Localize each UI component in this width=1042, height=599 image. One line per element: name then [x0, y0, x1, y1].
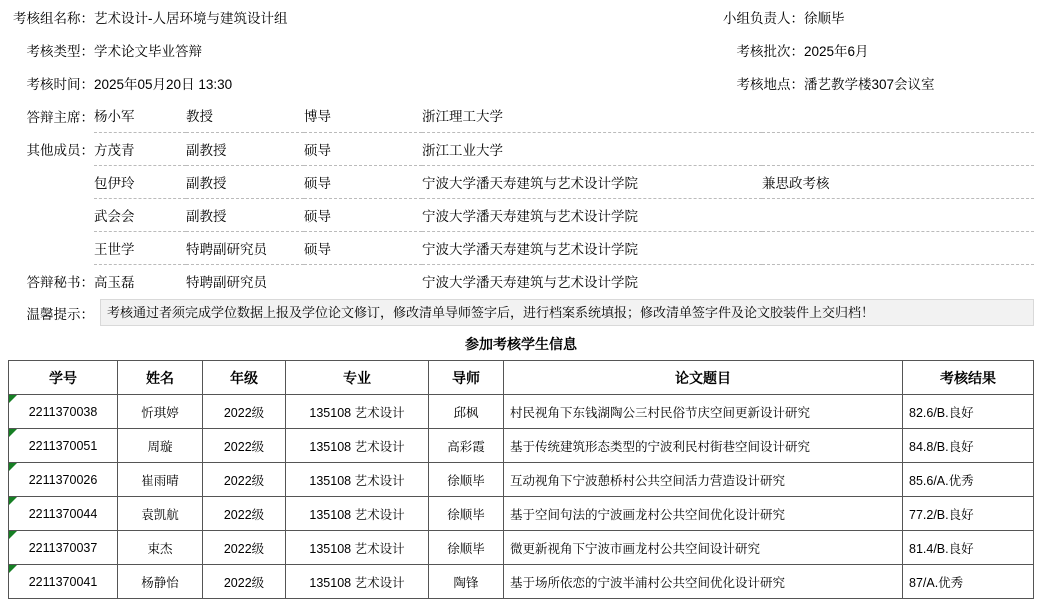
students-section-title: 参加考核学生信息: [465, 336, 577, 352]
member-label-spacer: [8, 165, 94, 198]
member-label-spacer: [8, 231, 94, 264]
table-row[interactable]: [9, 565, 1034, 599]
cell-id: 2211370044: [9, 497, 118, 531]
panel-row-member: [8, 231, 1034, 264]
cell-name: 忻琪婷: [118, 395, 203, 429]
group-label: 考核组名称：: [13, 10, 94, 26]
cell-tutor: 陶锋: [429, 565, 504, 599]
panel-row-chair: [8, 99, 1034, 132]
cell-id: 2211370026: [9, 463, 118, 497]
group-value: 艺术设计-人居环境与建筑设计组: [94, 10, 288, 26]
info-row-group: [8, 0, 1034, 33]
table-row[interactable]: [9, 395, 1034, 429]
leader-value: 徐顺毕: [804, 10, 845, 26]
secretary-role: [304, 264, 422, 297]
cell-result: 85.6/A.优秀: [903, 463, 1034, 497]
table-row[interactable]: [9, 497, 1034, 531]
member-name: 方茂青: [94, 132, 186, 165]
member-org: 宁波大学潘天寿建筑与艺术设计学院: [422, 198, 762, 231]
table-header-row: [9, 361, 1034, 395]
cell-title: 基于空间句法的宁波画龙村公共空间优化设计研究: [504, 497, 903, 531]
cell-grade: 2022级: [203, 429, 286, 463]
flag-icon: [9, 565, 17, 573]
cell-title: 微更新视角下宁波市画龙村公共空间设计研究: [504, 531, 903, 565]
cell-result: 81.4/B.良好: [903, 531, 1034, 565]
cell-result: 82.6/B.良好: [903, 395, 1034, 429]
place-label: 考核地点：: [736, 76, 804, 92]
flag-icon: [9, 531, 17, 539]
info-row-time: [8, 66, 1034, 99]
cell-major: 135108 艺术设计: [286, 497, 429, 531]
col-header-name: 姓名: [118, 361, 203, 395]
cell-title: 互动视角下宁波憩桥村公共空间活力营造设计研究: [504, 463, 903, 497]
cell-grade: 2022级: [203, 497, 286, 531]
cell-major: 135108 艺术设计: [286, 429, 429, 463]
assessment-info-table: [8, 0, 1034, 99]
tip-label: 温馨提示：: [26, 307, 94, 322]
col-header-major: 专业: [286, 361, 429, 395]
members-label: 其他成员：: [26, 142, 94, 158]
cell-major: 135108 艺术设计: [286, 395, 429, 429]
cell-name: 袁凯航: [118, 497, 203, 531]
member-name: 王世学: [94, 231, 186, 264]
cell-tutor: 徐顺毕: [429, 497, 504, 531]
chair-org: 浙江理工大学: [422, 99, 762, 132]
cell-name: 杨静怡: [118, 565, 203, 599]
member-extra: [762, 132, 1034, 165]
cell-grade: 2022级: [203, 565, 286, 599]
type-value: 学术论文毕业答辩: [94, 43, 202, 59]
cell-id: 2211370051: [9, 429, 118, 463]
cell-id: 2211370037: [9, 531, 118, 565]
cell-id: 2211370041: [9, 565, 118, 599]
students-table: [8, 360, 1034, 599]
chair-role: 博导: [304, 99, 422, 132]
cell-id: 2211370038: [9, 395, 118, 429]
cell-name: 束杰: [118, 531, 203, 565]
cell-result: 87/A.优秀: [903, 565, 1034, 599]
member-org: 宁波大学潘天寿建筑与艺术设计学院: [422, 231, 762, 264]
cell-tutor: 邱枫: [429, 395, 504, 429]
batch-value: 2025年6月: [804, 43, 869, 59]
cell-title: 村民视角下东钱湖陶公三村民俗节庆空间更新设计研究: [504, 395, 903, 429]
col-header-title: 论文题目: [504, 361, 903, 395]
table-row[interactable]: [9, 531, 1034, 565]
member-label-spacer: [8, 198, 94, 231]
cell-major: 135108 艺术设计: [286, 531, 429, 565]
member-role: 硕导: [304, 198, 422, 231]
cell-grade: 2022级: [203, 395, 286, 429]
tip-row: [8, 299, 1034, 326]
flag-icon: [9, 497, 17, 505]
cell-tutor: 高彩霞: [429, 429, 504, 463]
member-title: 副教授: [186, 198, 304, 231]
panel-row-secretary: [8, 264, 1034, 297]
flag-icon: [9, 395, 17, 403]
cell-tutor: 徐顺毕: [429, 531, 504, 565]
member-title: 副教授: [186, 132, 304, 165]
secretary-name: 高玉磊: [94, 274, 135, 290]
cell-major: 135108 艺术设计: [286, 463, 429, 497]
cell-name: 崔雨晴: [118, 463, 203, 497]
member-extra: [762, 198, 1034, 231]
member-role: 硕导: [304, 132, 422, 165]
cell-result: 77.2/B.良好: [903, 497, 1034, 531]
flag-icon: [9, 463, 17, 471]
member-name: 武会会: [94, 198, 186, 231]
table-row[interactable]: [9, 463, 1034, 497]
member-extra: 兼思政考核: [762, 165, 1034, 198]
member-name: 包伊玲: [94, 165, 186, 198]
secretary-title: 特聘副研究员: [186, 274, 267, 290]
type-label: 考核类型：: [26, 43, 94, 59]
cell-title: 基于传统建筑形态类型的宁波利民村街巷空间设计研究: [504, 429, 903, 463]
cell-name: 周璇: [118, 429, 203, 463]
member-title: 特聘副研究员: [186, 231, 304, 264]
col-header-result: 考核结果: [903, 361, 1034, 395]
panel-row-member: [8, 132, 1034, 165]
place-value: 潘艺教学楼307会议室: [804, 76, 935, 92]
chair-title: 教授: [186, 99, 304, 132]
col-header-id: 学号: [9, 361, 118, 395]
info-row-type: [8, 33, 1034, 66]
time-value: 2025年05月20日 13:30: [94, 76, 233, 92]
cell-grade: 2022级: [203, 463, 286, 497]
chair-extra: [762, 99, 1034, 132]
table-row[interactable]: [9, 429, 1034, 463]
panel-row-member: [8, 165, 1034, 198]
chair-name: 杨小军: [94, 99, 186, 132]
member-org: 宁波大学潘天寿建筑与艺术设计学院: [422, 165, 762, 198]
cell-result: 84.8/B.良好: [903, 429, 1034, 463]
cell-title: 基于场所依恋的宁波半浦村公共空间优化设计研究: [504, 565, 903, 599]
cell-tutor: 徐顺毕: [429, 463, 504, 497]
col-header-tutor: 导师: [429, 361, 504, 395]
time-label: 考核时间：: [26, 76, 94, 92]
member-role: 硕导: [304, 231, 422, 264]
member-extra: [762, 231, 1034, 264]
member-role: 硕导: [304, 165, 422, 198]
chair-label: 答辩主席：: [26, 109, 94, 125]
secretary-label: 答辩秘书：: [26, 274, 94, 290]
secretary-org: 宁波大学潘天寿建筑与艺术设计学院: [422, 274, 638, 290]
cell-major: 135108 艺术设计: [286, 565, 429, 599]
tip-text: 考核通过者须完成学位数据上报及学位论文修订，修改清单导师签字后，进行档案系统填报；修改清单签字件及论文胶装件上交归档！: [100, 299, 1034, 326]
panel-row-member: [8, 198, 1034, 231]
col-header-grade: 年级: [203, 361, 286, 395]
secretary-extra: [762, 264, 1034, 297]
panel-table: [8, 99, 1034, 297]
cell-grade: 2022级: [203, 531, 286, 565]
member-org: 浙江工业大学: [422, 132, 762, 165]
member-title: 副教授: [186, 165, 304, 198]
batch-label: 考核批次：: [736, 43, 804, 59]
flag-icon: [9, 429, 17, 437]
leader-label: 小组负责人：: [723, 10, 804, 26]
